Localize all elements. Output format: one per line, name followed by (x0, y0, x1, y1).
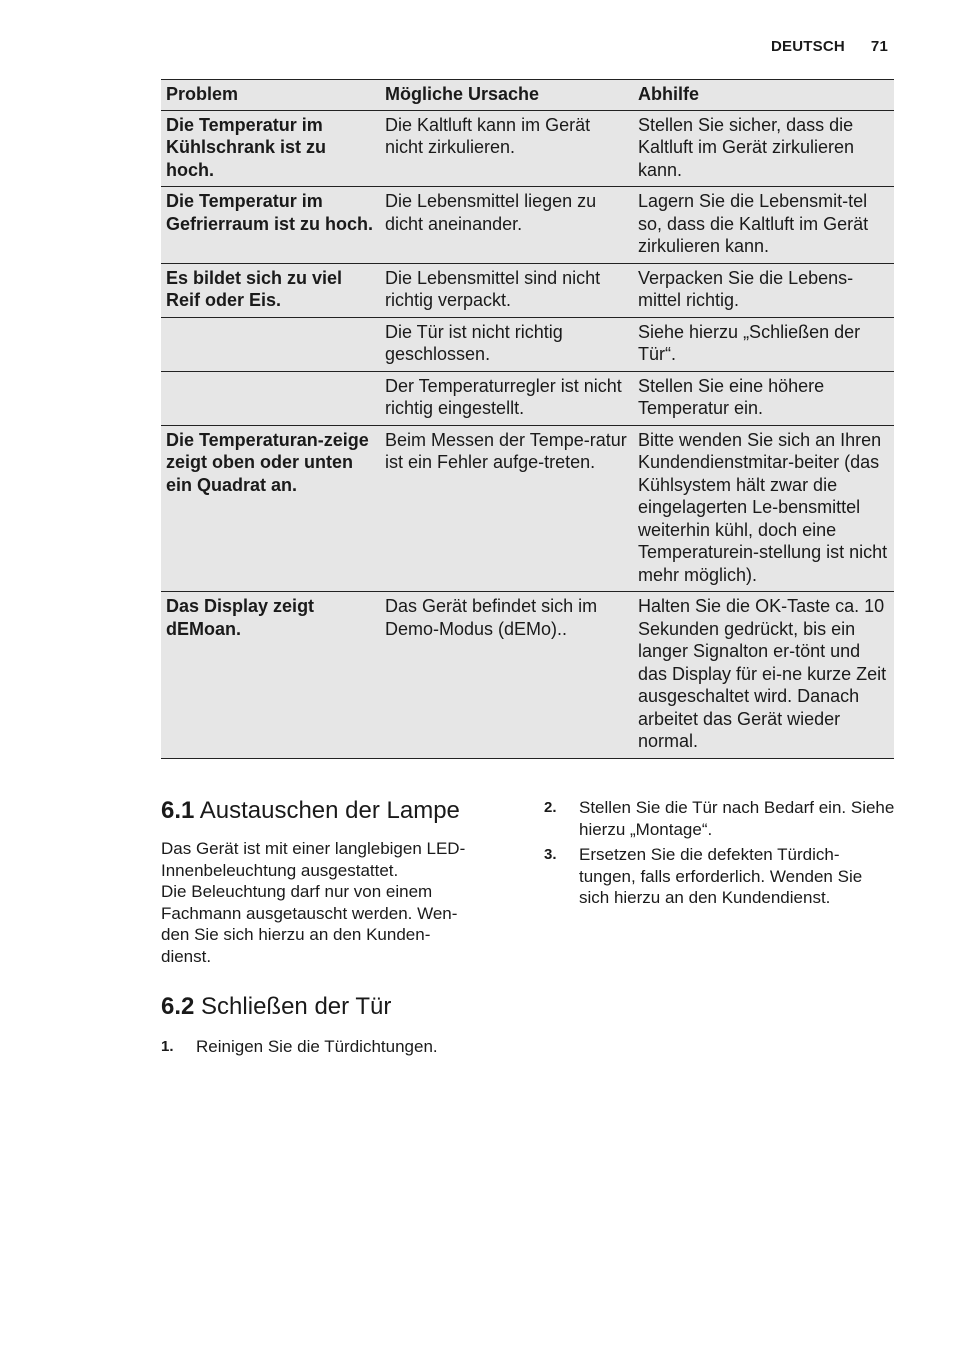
table-row (161, 425, 894, 592)
section-number: 6.2 (161, 992, 195, 1020)
list-item (161, 1036, 521, 1058)
remedy-cell: Halten Sie die OK-Taste ca. 10 Sekunden gedrückt, bis ein langer Signalton er-tönt und das Display für ei-ne kurze Zeit ausgeschaltet wird. Danach arbeitet das Gerät wieder normal. (633, 592, 894, 759)
page-number: 71 (870, 38, 888, 55)
door-steps-list (161, 1036, 521, 1058)
remedy-cell: Lagern Sie die Lebensmit-tel so, dass die Kaltluft im Gerät zirkulieren kann. (633, 187, 894, 264)
cause-cell: Die Lebensmittel sind nicht richtig verpackt. (380, 263, 633, 317)
cause-cell: Der Temperaturregler ist nicht richtig eingestellt. (380, 371, 633, 425)
cause-cell: Die Lebensmittel liegen zu dicht aneinander. (380, 187, 633, 264)
problem-cell: Die Temperatur im Gefrierraum ist zu hoch. (161, 187, 380, 264)
step-text: Stellen Sie die Tür nach Bedarf ein. Siehe hierzu „Montage“. (579, 798, 895, 839)
paragraph-line: Das Gerät ist mit einer langlebigen LED- (161, 839, 466, 858)
remedy-cell: Stellen Sie eine höhere Temperatur ein. (633, 371, 894, 425)
table-row (161, 263, 894, 317)
column-header-problem: Problem (161, 80, 380, 111)
table-row (161, 317, 894, 371)
left-column (161, 796, 521, 1057)
list-item (544, 797, 896, 840)
paragraph-line: den Sie sich hierzu an den Kunden- (161, 925, 431, 945)
step-number: 3. (544, 846, 557, 864)
cause-cell: Die Tür ist nicht richtig geschlossen. (380, 317, 633, 371)
problem-cell: Die Temperatur im Kühlschrank ist zu hoch. (161, 110, 380, 187)
cause-cell: Die Kaltluft kann im Gerät nicht zirkulieren. (380, 110, 633, 187)
step-text: Ersetzen Sie die defekten Türdich-tungen, falls erforderlich. Wenden Sie sich hierzu an den Kundendienst. (579, 845, 863, 908)
table-header-row (161, 80, 894, 111)
problem-cell: Die Temperaturan-zeige zeigt oben oder unten ein Quadrat an. (161, 425, 380, 592)
door-steps-list-continued (544, 797, 896, 909)
step-number: 1. (161, 1037, 174, 1055)
problem-cell: Es bildet sich zu viel Reif oder Eis. (161, 263, 380, 317)
remedy-cell: Siehe hierzu „Schließen der Tür“. (633, 317, 894, 371)
list-item (544, 844, 896, 909)
language-label: DEUTSCH (771, 38, 845, 55)
page-header (771, 38, 888, 55)
section-heading-door (161, 992, 521, 1022)
paragraph-line: Innenbeleuchtung ausgestattet. (161, 860, 399, 880)
section-title: Schließen der Tür (201, 992, 392, 1020)
cause-cell: Beim Messen der Tempe-ratur ist ein Fehler aufge-treten. (380, 425, 633, 592)
problem-cell: Das Display zeigt dEMoan. (161, 592, 380, 759)
step-number: 2. (544, 799, 557, 816)
step-text: Reinigen Sie die Türdichtungen. (196, 1036, 438, 1056)
remedy-cell: Stellen Sie sicher, dass die Kaltluft im Gerät zirkulieren kann. (633, 110, 894, 187)
section-heading-lamp (161, 796, 521, 826)
problem-cell (161, 317, 380, 371)
table-row (161, 187, 894, 264)
table-row (161, 592, 894, 759)
table-row (161, 371, 894, 425)
right-column (544, 797, 896, 909)
cause-cell: Das Gerät befindet sich im Demo-Modus (dEMo).. (380, 592, 633, 759)
lamp-paragraph (161, 838, 521, 968)
paragraph-line: Fachmann ausgetauscht werden. Wen- (161, 903, 458, 923)
column-header-cause: Mögliche Ursache (380, 80, 633, 111)
paragraph-line: dienst. (161, 946, 212, 966)
column-header-remedy: Abhilfe (633, 80, 894, 111)
remedy-cell: Verpacken Sie die Lebens-mittel richtig. (633, 263, 894, 317)
problem-cell (161, 371, 380, 425)
section-title: Austauschen der Lampe (199, 797, 460, 824)
paragraph-line: Die Beleuchtung darf nur von einem (161, 882, 433, 902)
remedy-cell: Bitte wenden Sie sich an Ihren Kundendienstmitar-beiter (das Kühlsystem hält zwar die eingelagerten Le-bensmittel weiterhin kühl, doch eine Temperaturein-stellung ist nicht mehr möglich). (633, 425, 894, 592)
table-row (161, 110, 894, 187)
troubleshooting-table (161, 79, 894, 759)
section-number: 6.1 (161, 797, 195, 824)
